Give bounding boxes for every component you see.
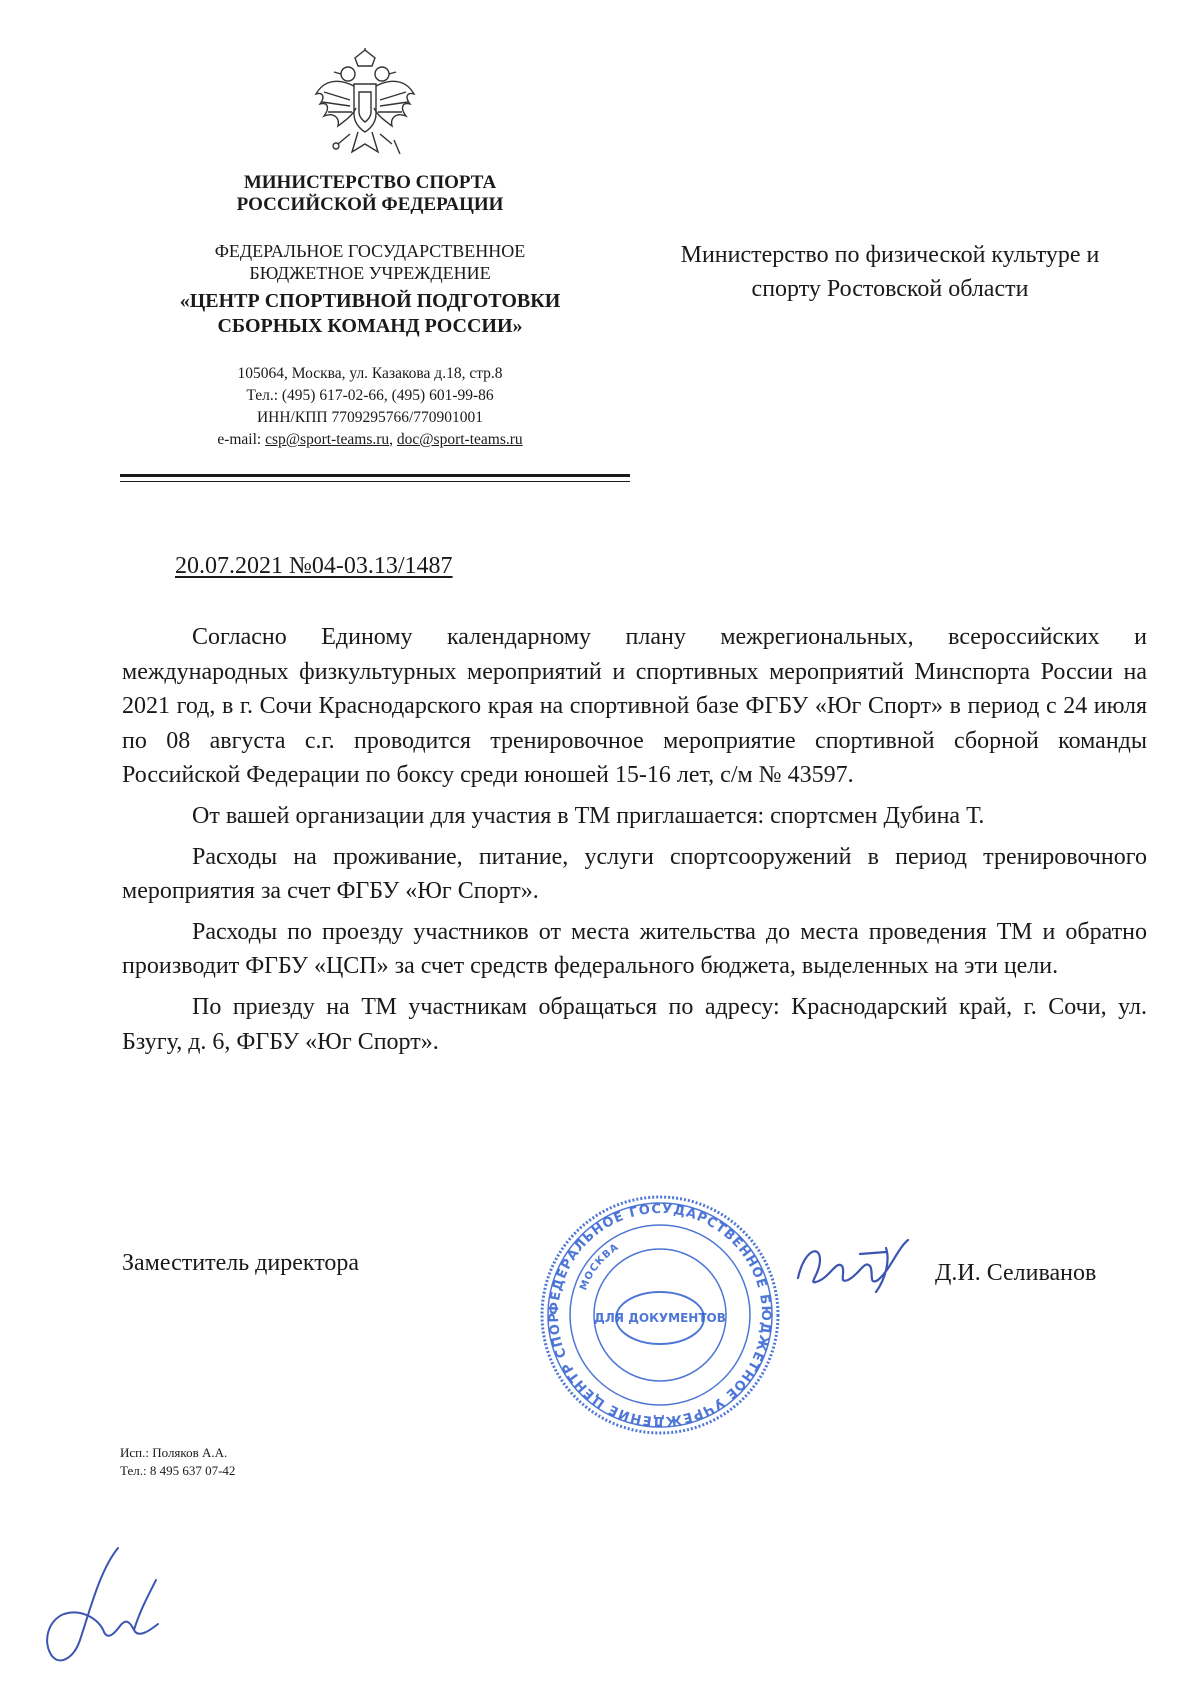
addressee — [630, 238, 1150, 306]
body-paragraph-5: По приезду на ТМ участникам обращаться по адресу: Краснодарский край, г. Сочи, ул. Бзугу, д. 6, ФГБУ «Юг Спорт». — [122, 993, 1147, 1055]
org-type-line-1: ФЕДЕРАЛЬНОЕ ГОСУДАРСТВЕННОЕ — [214, 241, 526, 261]
ministry-line-2: РОССИЙСКОЙ ФЕДЕРАЦИИ — [236, 194, 504, 215]
header-divider-thick — [120, 474, 630, 477]
contact-block — [150, 363, 590, 451]
addressee-line-2: спорту Ростовской области — [751, 276, 1029, 302]
document-date-number: 20.07.2021 №04-03.13/1487 — [175, 553, 453, 579]
header-divider-thin — [120, 481, 630, 482]
org-type-line-2: БЮДЖЕТНОЕ УЧРЕЖДЕНИЕ — [249, 263, 491, 283]
ministry-line-1: МИНИСТЕРСТВО СПОРТА — [243, 172, 497, 193]
executor-phone: Тел.: 8 495 637 07-42 — [120, 1463, 236, 1478]
phone: Тел.: (495) 617-02-66, (495) 601-99-86 — [246, 387, 494, 404]
email-prefix: e-mail: — [217, 431, 266, 448]
letter-body — [122, 620, 1147, 1059]
body-paragraph-2: От вашей организации для участия в ТМ приглашается: спортсмен Дубина Т. — [192, 802, 985, 829]
organization-type — [150, 240, 590, 284]
round-seal-icon — [535, 1190, 785, 1440]
org-name-line-2: СБОРНЫХ КОМАНД РОССИИ» — [217, 315, 523, 337]
signature-scribble-icon — [790, 1230, 920, 1300]
body-paragraph-1: Согласно Единому календарному плану межрегиональных, всероссийских и международных физкультурных мероприятий и спортивных мероприятий Минспорта России на 2021 год, в г. Сочи Краснодарского края на спортивной базе ФГБУ «Юг Спорт» в период с 24 июля по 08 августа с.г. проводится тренировочное мероприятие спортивной сборной команды Российской Федерации по боксу среди юношей 15-16 лет, с/м № 43597. — [122, 624, 1147, 789]
double-headed-eagle-icon — [310, 48, 420, 168]
initials-scribble-icon — [30, 1540, 190, 1670]
stamp-center-text: ДЛЯ ДОКУМЕНТОВ — [594, 1311, 726, 1325]
email-link-doc[interactable]: doc@sport-teams.ru — [396, 431, 523, 448]
handwritten-signature — [790, 1230, 920, 1300]
body-paragraph-3: Расходы на проживание, питание, услуги спортсооружений в период тренировочного мероприятия за счет ФГБУ «Юг Спорт». — [122, 843, 1147, 905]
stamp-inner-text: МОСКВА — [578, 1241, 622, 1292]
email-line — [150, 429, 590, 451]
executor-name: Исп.: Поляков А.А. — [120, 1445, 228, 1460]
body-paragraph-4: Расходы по проезду участников от места жительства до места проведения ТМ и обратно производит ФГБУ «ЦСП» за счет средств федерального бюджета, выделенных на эти цели. — [122, 918, 1147, 980]
ministry-title — [160, 172, 580, 216]
email-separator: , — [389, 431, 397, 448]
inn-kpp: ИНН/КПП 7709295766/770901001 — [256, 409, 484, 426]
signatory-position: Заместитель директора — [122, 1250, 360, 1276]
address: 105064, Москва, ул. Казакова д.18, стр.8 — [237, 365, 503, 382]
official-stamp — [535, 1190, 785, 1440]
stamp-outer-text: ФЕДЕРАЛЬНОЕ ГОСУДАРСТВЕННОЕ БЮДЖЕТНОЕ УЧРЕЖДЕНИЕ ЦЕНТР СПОР — [546, 1201, 774, 1429]
addressee-line-1: Министерство по физической культуре и — [680, 242, 1100, 268]
handwritten-initials — [30, 1540, 190, 1670]
coat-of-arms-emblem — [310, 48, 420, 168]
executor-info — [120, 1444, 235, 1480]
email-link-csp[interactable]: csp@sport-teams.ru — [265, 431, 390, 448]
signatory-name: Д.И. Селиванов — [935, 1260, 1097, 1286]
organization-name — [150, 289, 590, 339]
org-name-line-1: «ЦЕНТР СПОРТИВНОЙ ПОДГОТОВКИ — [179, 290, 561, 312]
